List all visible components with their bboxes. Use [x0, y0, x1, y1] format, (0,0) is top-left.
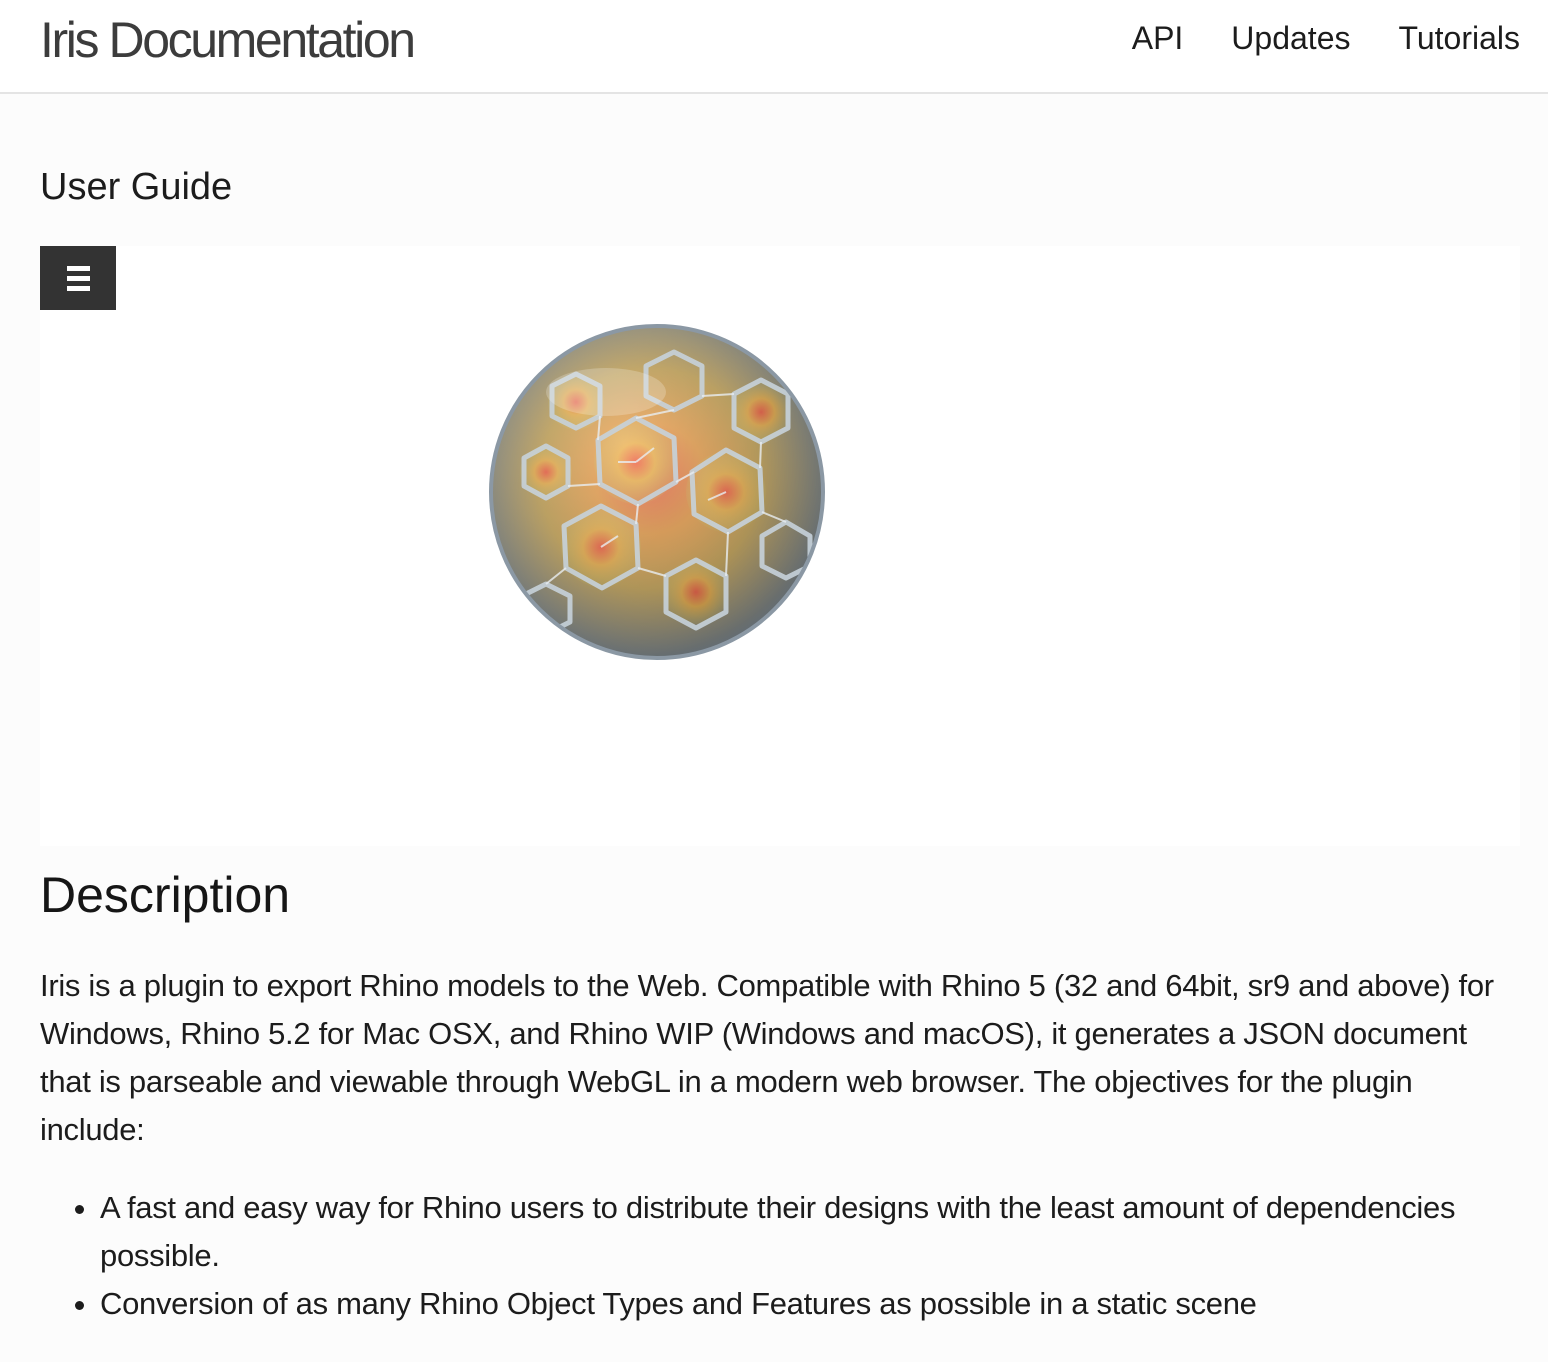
spherical-lattice-model[interactable] [486, 322, 828, 662]
site-brand-link[interactable]: Iris Documentation [40, 12, 414, 68]
model-viewer[interactable] [40, 246, 1520, 846]
objectives-list [40, 1184, 1480, 1328]
main-nav [1132, 18, 1520, 58]
list-item: • A fast and easy way for Rhino users to distribute their designs with the least amount of dependencies possible. [100, 1184, 1480, 1280]
nav-link-api[interactable]: API [1131, 20, 1184, 56]
list-item: • Conversion of as many Rhino Object Types and Features as possible in a static scene [100, 1280, 1480, 1328]
description-heading: Description [40, 867, 291, 923]
nav-link-updates[interactable]: Updates [1231, 20, 1351, 56]
description-paragraph: Iris is a plugin to export Rhino models to the Web. Compatible with Rhino 5 (32 and 64bit, sr9 and above) for Windows, Rhino 5.2 for Mac OSX, and Rhino WIP (Windows and macOS), it generates a JSON document that is parseable and viewable through WebGL in a modern web browser. The objectives for the plugin include: [40, 968, 1494, 1147]
top-navbar [0, 0, 1548, 94]
nav-link-tutorials[interactable]: Tutorials [1398, 20, 1520, 56]
user-guide-heading: User Guide [40, 166, 233, 208]
viewer-menu-button[interactable] [40, 246, 116, 310]
